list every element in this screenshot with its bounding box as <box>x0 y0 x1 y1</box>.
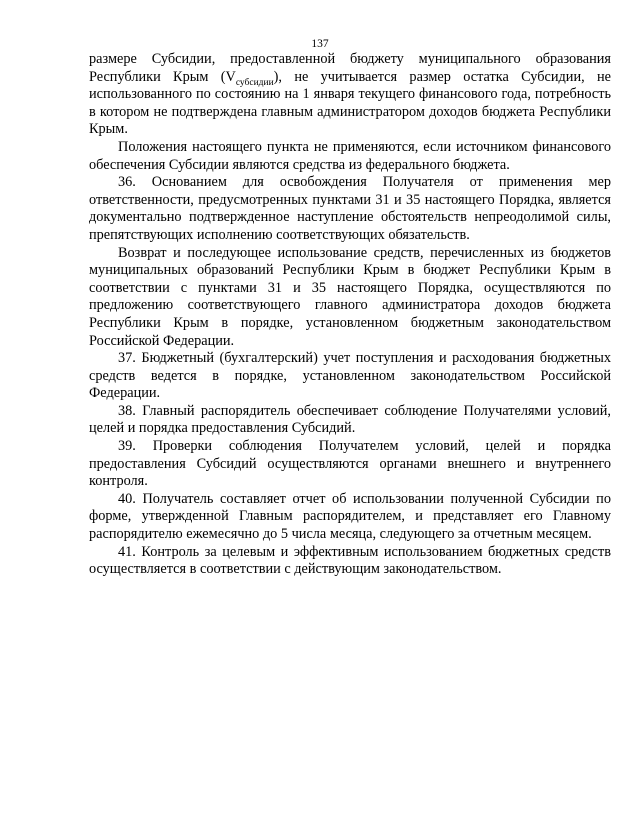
paragraph-refund: Возврат и последующее использование средств, перечисленных из бюджетов муниципальных образований Республики Крым в бюджет Республики Крым в соответствии с пунктами 31 и 35 настоящего Порядка, осуществляются по предложению соответствующего главного администратора доходов бюджета Республики Крым в порядке, установленном бюджетным законодательством Российской Федерации. <box>89 244 611 349</box>
paragraph-38: 38. Главный распорядитель обеспечивает соблюдение Получателями условий, целей и порядка предоставления Субсидий. <box>89 402 611 437</box>
document-body <box>89 51 611 579</box>
paragraph-41: 41. Контроль за целевым и эффективным использованием бюджетных средств осуществляется в соответствии с действующим законодательством. <box>89 543 611 578</box>
paragraph-federal-funds: Положения настоящего пункта не применяются, если источником финансового обеспечения Субсидии являются средства из федерального бюджета. <box>89 138 611 173</box>
paragraph-37: 37. Бюджетный (бухгалтерский) учет поступления и расходования бюджетных средств ведется в порядке, установленном законодательством Российской Федерации. <box>89 350 611 402</box>
paragraph-40: 40. Получатель составляет отчет об использовании полученной Субсидии по форме, утвержденной Главным распорядителем, и представляет его Главному распорядителю ежемесячно до 5 числа месяца, следующего за отчетным месяцем. <box>89 490 611 543</box>
paragraph-continuation-text-start: размере Субсидии, предоставленной бюджету муниципального образования Республики Крым (V <box>89 51 611 85</box>
paragraph-continuation-text-end: ), не учитывается размер остатка Субсидии, не использованного по состоянию на 1 января текущего финансового года, потребность в котором не подтверждена главным администратором доходов бюджета Республики Крым. <box>89 68 612 138</box>
page-number: 137 <box>311 38 329 50</box>
paragraph-continuation <box>89 51 611 139</box>
subsidy-subscript: субсидии <box>235 77 274 88</box>
paragraph-36: 36. Основанием для освобождения Получателя от применения мер ответственности, предусмотренных пунктами 31 и 35 настоящего Порядка, является документально подтвержденное наступление обстоятельств непреодолимой силы, препятствующих исполнению соответствующих обязательств. <box>89 174 611 243</box>
paragraph-39: 39. Проверки соблюдения Получателем условий, целей и порядка предоставления Субсидий осуществляются органами внешнего и внутреннего контроля. <box>89 438 611 490</box>
